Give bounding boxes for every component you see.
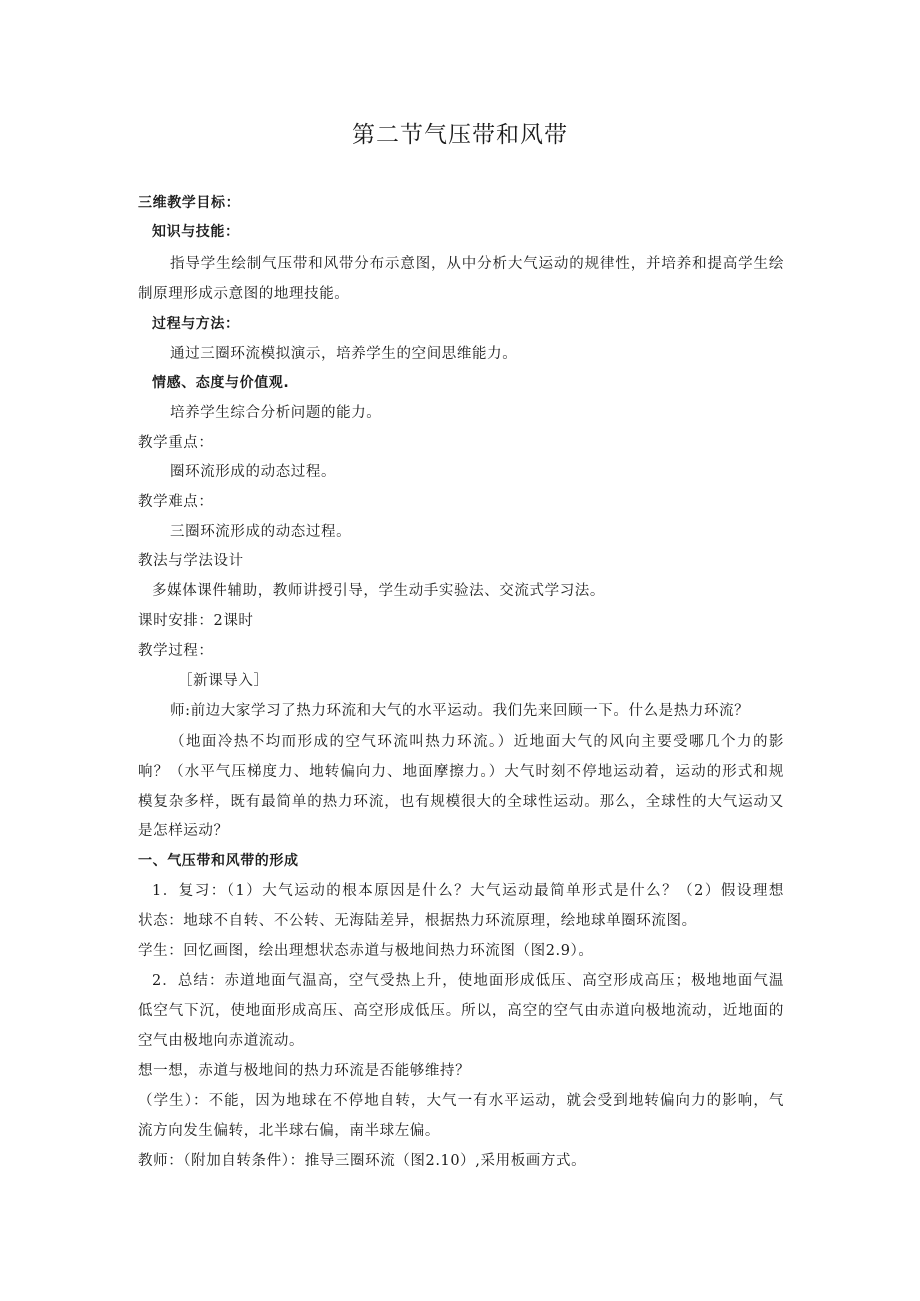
schedule-text: 课时安排：2课时 [138,613,254,629]
student-answer-line-1: （学生）：不能，因为地球在不停地自转，大气一有水平运动，就会受到地转偏向力的影响，气 [138,1093,784,1109]
difficulty-heading: 教学难点： [138,494,214,510]
page-title: 第二节气压带和风带 [352,122,568,148]
process-method-heading: 过程与方法： [152,316,240,332]
section1-heading: 一、气压带和风带的形成 [138,853,299,869]
key-point-text: 圈环流形成的动态过程。 [170,464,337,480]
emotion-text: 培养学生综合分析问题的能力。 [170,405,382,421]
process-method-text: 通过三圈环流模拟演示，培养学生的空间思维能力。 [170,346,518,362]
teacher-question: 师:前边大家学习了热力环流和大气的水平运动。我们先来回顾一下。什么是热力环流？ [170,703,750,719]
method-text: 多媒体课件辅助，教师讲授引导，学生动手实验法、交流式学习法。 [152,583,605,599]
knowledge-text-line-1: 指导学生绘制气压带和风带分布示意图，从中分析大气运动的规律性，并培养和提高学生绘 [170,256,784,272]
emotion-heading: 情感、态度与价值观. [152,375,290,391]
difficulty-text: 三圈环流形成的动态过程。 [170,524,352,540]
think-question: 想一想，赤道与极地间的热力环流是否能够维持？ [138,1063,471,1079]
intro-para-line-1: （地面冷热不均而形成的空气环流叫热力环流。）近地面大气的风向主要受哪几个力的影 [170,734,784,750]
summary-line-3: 空气由极地向赤道流动。 [138,1033,305,1049]
knowledge-heading: 知识与技能： [152,224,240,240]
intro-para-line-3: 模复杂多样，既有最简单的热力环流，也有规模很大的全球性运动。那么，全球性的大气运动又 [138,794,784,810]
student-answer-line-2: 流方向发生偏转，北半球右偏，南半球左偏。 [138,1123,440,1139]
intro-para-line-2: 响？（水平气压梯度力、地转偏向力、地面摩擦力。）大气时刻不停地运动着，运动的形式和规 [138,764,784,780]
process-heading: 教学过程： [138,643,214,659]
summary-line-2: 低空气下沉，使地面形成高压、高空形成低压。所以，高空的空气由赤道向极地流动，近地面的 [138,1003,784,1019]
teacher-final: 教师：（附加自转条件）：推导三圈环流（图2.10）,采用板画方式。 [138,1153,587,1169]
summary-line-1: 2．总结：赤道地面气温高，空气受热上升，使地面形成低压、高空形成高压；极地地面气温 [152,973,784,989]
intro-tag: ［新课导入］ [178,673,269,689]
method-heading: 教法与学法设计 [138,553,244,569]
review-line-1: 1．复习：（1）大气运动的根本原因是什么？大气运动最简单形式是什么？（2）假设理想 [152,883,784,899]
knowledge-text-line-2: 制原理形成示意图的地理技能。 [138,286,350,302]
objectives-heading: 三维教学目标： [138,195,241,211]
key-point-heading: 教学重点： [138,435,214,451]
intro-para-line-4: 是怎样运动？ [138,823,229,839]
student-response: 学生：回忆画图，绘出理想状态赤道与极地间热力环流图（图2.9）。 [138,943,594,959]
review-line-2: 状态：地球不自转、不公转、无海陆差异，根据热力环流原理，绘地球单圈环流图。 [138,913,697,929]
